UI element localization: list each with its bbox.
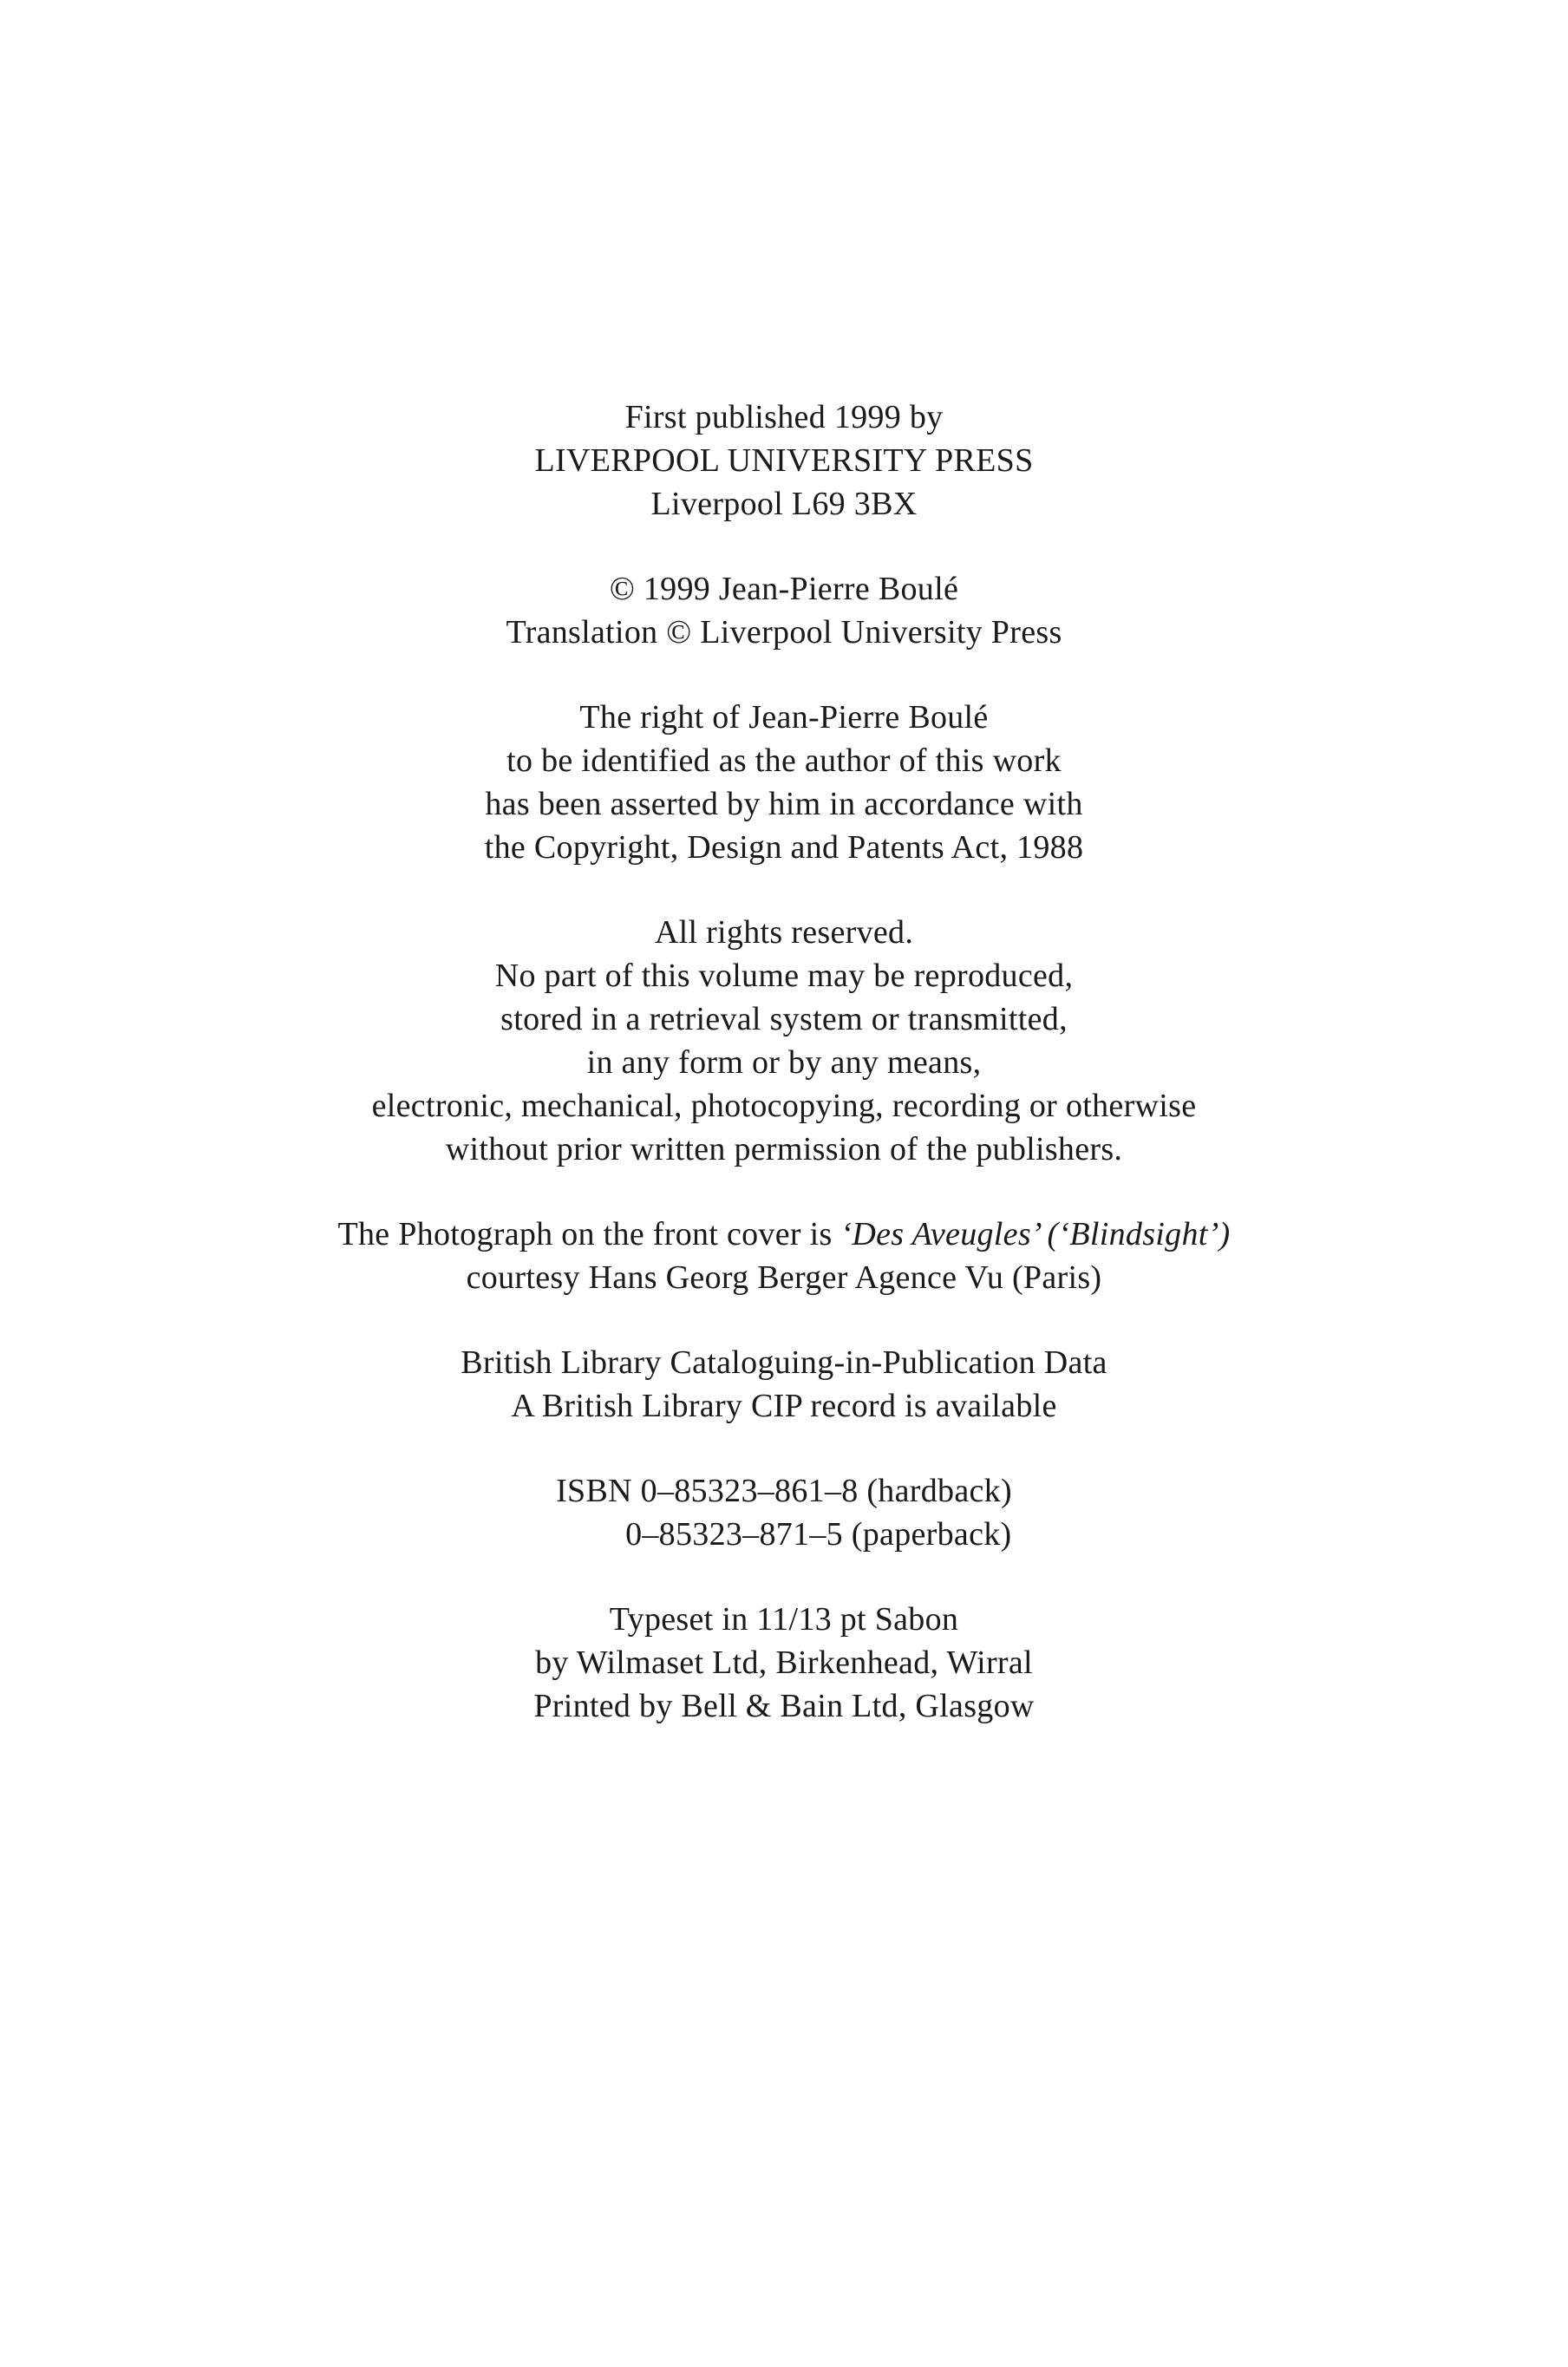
translation-copyright-line: Translation © Liverpool University Press <box>506 614 1062 651</box>
cover-photo-title: ‘Des Aveugles’ (‘Blindsight’) <box>840 1216 1231 1252</box>
moral-rights-line-4: the Copyright, Design and Patents Act, 1988 <box>484 829 1084 866</box>
rights-line-3: stored in a retrieval system or transmitted, <box>500 1001 1068 1037</box>
printer-line: Printed by Bell & Bain Ltd, Glasgow <box>533 1688 1035 1724</box>
cover-photo-line <box>0 1213 1568 1256</box>
cover-photo-credit <box>0 1213 1568 1299</box>
publisher-address: Liverpool L69 3BX <box>650 486 918 522</box>
moral-rights-line-1: The right of Jean-Pierre Boulé <box>579 699 989 736</box>
copyright-notice <box>0 567 1568 654</box>
publication-info <box>0 396 1568 526</box>
isbn-info <box>0 1469 1568 1556</box>
typeset-line: Typeset in 11/13 pt Sabon <box>609 1601 959 1638</box>
moral-rights-line-2: to be identified as the author of this work <box>506 742 1062 779</box>
rights-line-5: electronic, mechanical, photocopying, recording or otherwise <box>371 1088 1197 1124</box>
copyright-block <box>0 396 1568 1728</box>
first-published-line: First published 1999 by <box>624 399 944 435</box>
cover-photo-prefix: The Photograph on the front cover is <box>337 1216 841 1252</box>
cip-line-2: A British Library CIP record is available <box>511 1388 1057 1424</box>
isbn-hardback: ISBN 0–85323–861–8 (hardback) <box>556 1473 1012 1509</box>
author-copyright-line: © 1999 Jean-Pierre Boulé <box>609 571 959 607</box>
publisher-name: LIVERPOOL UNIVERSITY PRESS <box>534 442 1034 479</box>
moral-rights-line-3: has been asserted by him in accordance with <box>485 786 1083 822</box>
rights-line-4: in any form or by any means, <box>586 1044 982 1081</box>
rights-line-6: without prior written permission of the publishers. <box>445 1131 1123 1167</box>
isbn-paperback: 0–85323–871–5 (paperback) <box>625 1516 1012 1553</box>
rights-line-2: No part of this volume may be reproduced, <box>494 958 1074 994</box>
cip-line-1: British Library Cataloguing-in-Publication Data <box>461 1344 1107 1381</box>
production-info <box>0 1598 1568 1728</box>
rights-line-1: All rights reserved. <box>654 914 914 951</box>
typesetter-line: by Wilmaset Ltd, Birkenhead, Wirral <box>535 1644 1033 1681</box>
isbn-group <box>556 1469 1012 1556</box>
rights-reserved-notice <box>0 911 1568 1171</box>
cip-data <box>0 1341 1568 1428</box>
moral-rights-notice <box>0 696 1568 869</box>
cover-photo-courtesy: courtesy Hans Georg Berger Agence Vu (Paris) <box>466 1259 1102 1296</box>
